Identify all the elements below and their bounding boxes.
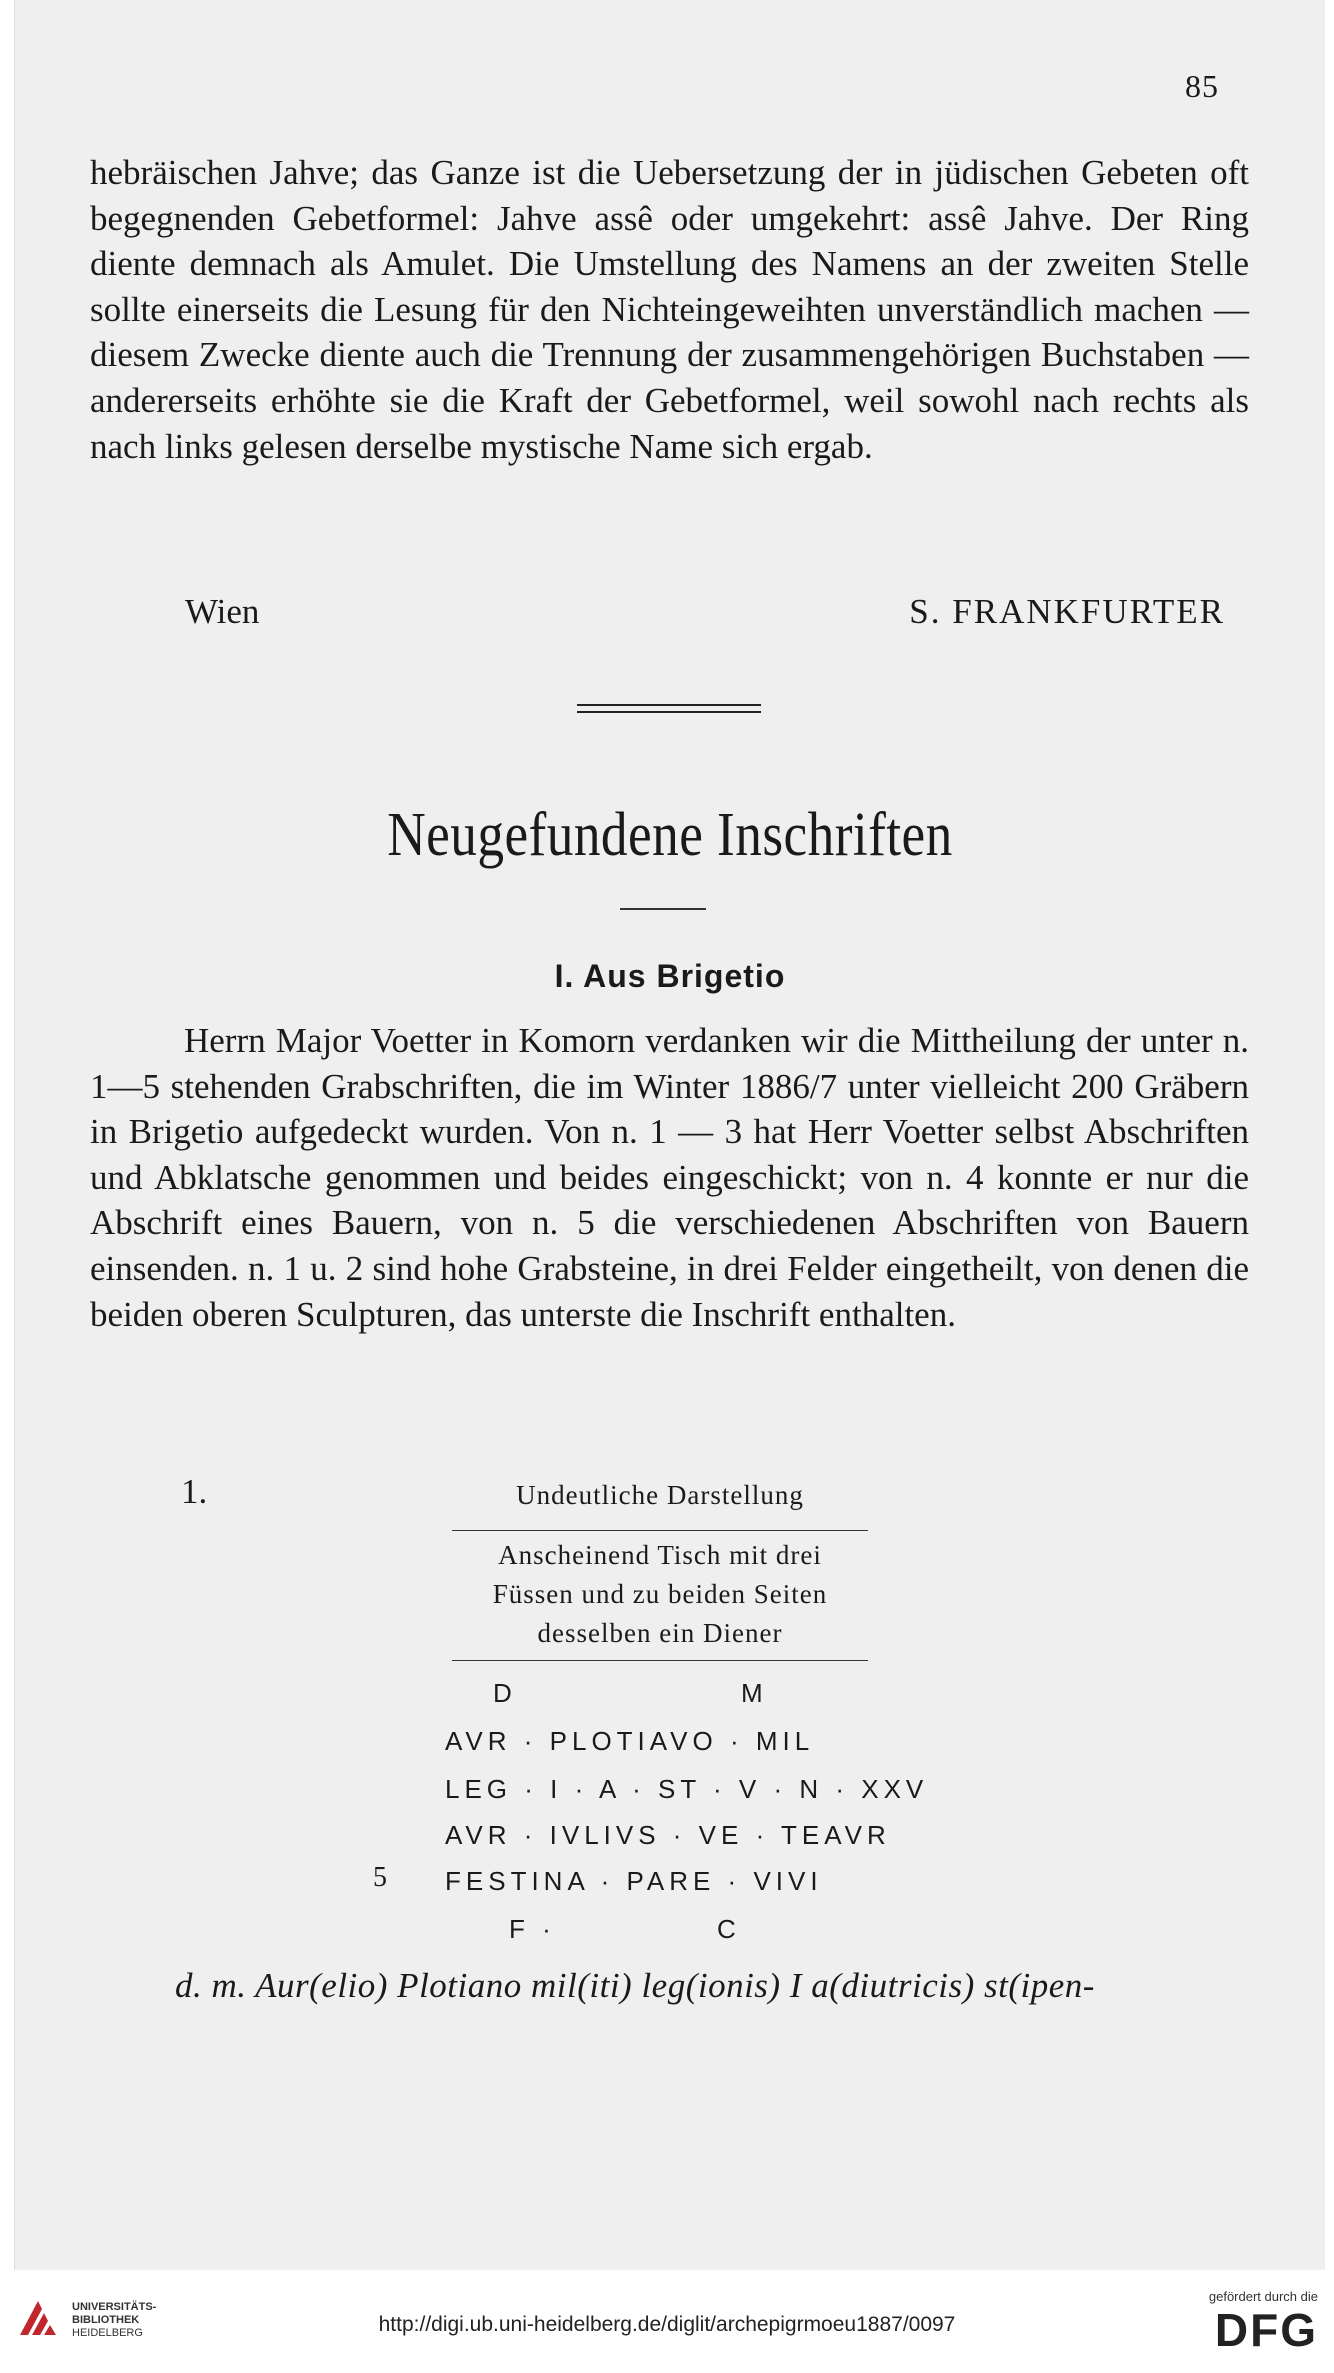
institution-line: BIBLIOTHEK [72,2314,140,2326]
funding-label: gefördert durch die [1208,2289,1318,2304]
paragraph-jahve-amulet [90,150,1249,469]
dfg-logo: DFG [1214,2304,1318,2356]
inscription-line1-left: D [493,1678,517,1708]
page-number: 85 [1185,68,1219,104]
double-rule-divider [577,704,761,713]
signature-place: Wien [185,592,260,631]
paragraph-text: Herrn Major Voetter in Komorn verdanken wir die Mittheilung der unter n. 1—5 stehenden Grabschriften, die im Winter 1886/7 unter vielleicht 200 Gräbern in Brigetio aufgedeckt wurden. Von n. 1 — 3 hat Herr Voetter selbst Abschriften und Abklatsche genommen und beides eingeschickt; von n. 4 konnte er nur die Abschrift eines Bauern, von n. 5 die verschiedenen Abschriften von Bauern einsenden. n. 1 u. 2 sind hohe Grabsteine, in drei Felder eingetheilt, von denen die beiden oberen Sculpturen, das unterste die Inschrift enthalten. [90,1021,1249,1334]
inscription-line3: LEG · I · A · ST · V · N · XXV [445,1774,929,1804]
funding-credit [1209,2289,1318,2356]
inscription-line5: FESTINA · PARE · VIVI [445,1866,823,1896]
short-rule-divider [620,908,706,910]
signature-author: S. FRANKFURTER [909,592,1225,631]
inscription-transcription: d. m. Aur(elio) Plotiano mil(iti) leg(ionis) I a(diutricis) st(ipen- [175,1966,1095,2005]
section-title: Neugefundene Inschriften [387,801,953,869]
inscription-line1-right: M [741,1678,768,1708]
footer-bar [0,2275,1334,2373]
relief-rule-bottom [452,1660,868,1661]
item-number: 1. [181,1472,208,1511]
relief-middle-field [452,1536,868,1653]
relief-rule-top [452,1530,868,1531]
inscription-line2: AVR · PLOTIAVO · MIL [445,1726,815,1756]
source-url-link[interactable]: http://digi.ub.uni-heidelberg.de/diglit/archepigrmoeu1887/0097 [378,2313,956,2336]
inscription-line4: AVR · IVLIVS · VE · TEAVR [445,1820,891,1850]
scanned-page [14,0,1325,2270]
inscription-line6-right: C [717,1914,741,1944]
paragraph-brigetio [90,1018,1249,1337]
relief-top-field: Undeutliche Darstellung [516,1480,804,1510]
paragraph-text: hebräischen Jahve; das Ganze ist die Uebersetzung der in jüdischen Gebeten oft begegnenden Gebetformel: Jahve assê oder umgekehrt: assê Jahve. Der Ring diente demnach als Amulet. Die Umstellung des Namens an der zweiten Stelle sollte einerseits die Lesung für den Nichteingeweihten unverständlich machen — diesem Zwecke diente auch die Trennung der zusammengehörigen Buchstaben — andererseits erhöhte sie die Kraft der Gebetformel, weil sowohl nach rechts als nach links gelesen derselbe mystische Name sich ergab. [90,153,1249,466]
institution-line: UNIVERSITÄTS- [72,2301,157,2313]
relief-middle-line: desselben ein Diener [537,1618,783,1648]
institution-line: HEIDELBERG [72,2327,143,2339]
inscription-line-number: 5 [373,1862,387,1893]
relief-middle-line: Anscheinend Tisch mit drei [498,1540,822,1570]
relief-middle-line: Füssen und zu beiden Seiten [492,1579,828,1609]
inscription-line6-left: F · [509,1914,556,1944]
signature-line [185,592,1225,638]
subsection-title: I. Aus Brigetio [554,958,786,994]
